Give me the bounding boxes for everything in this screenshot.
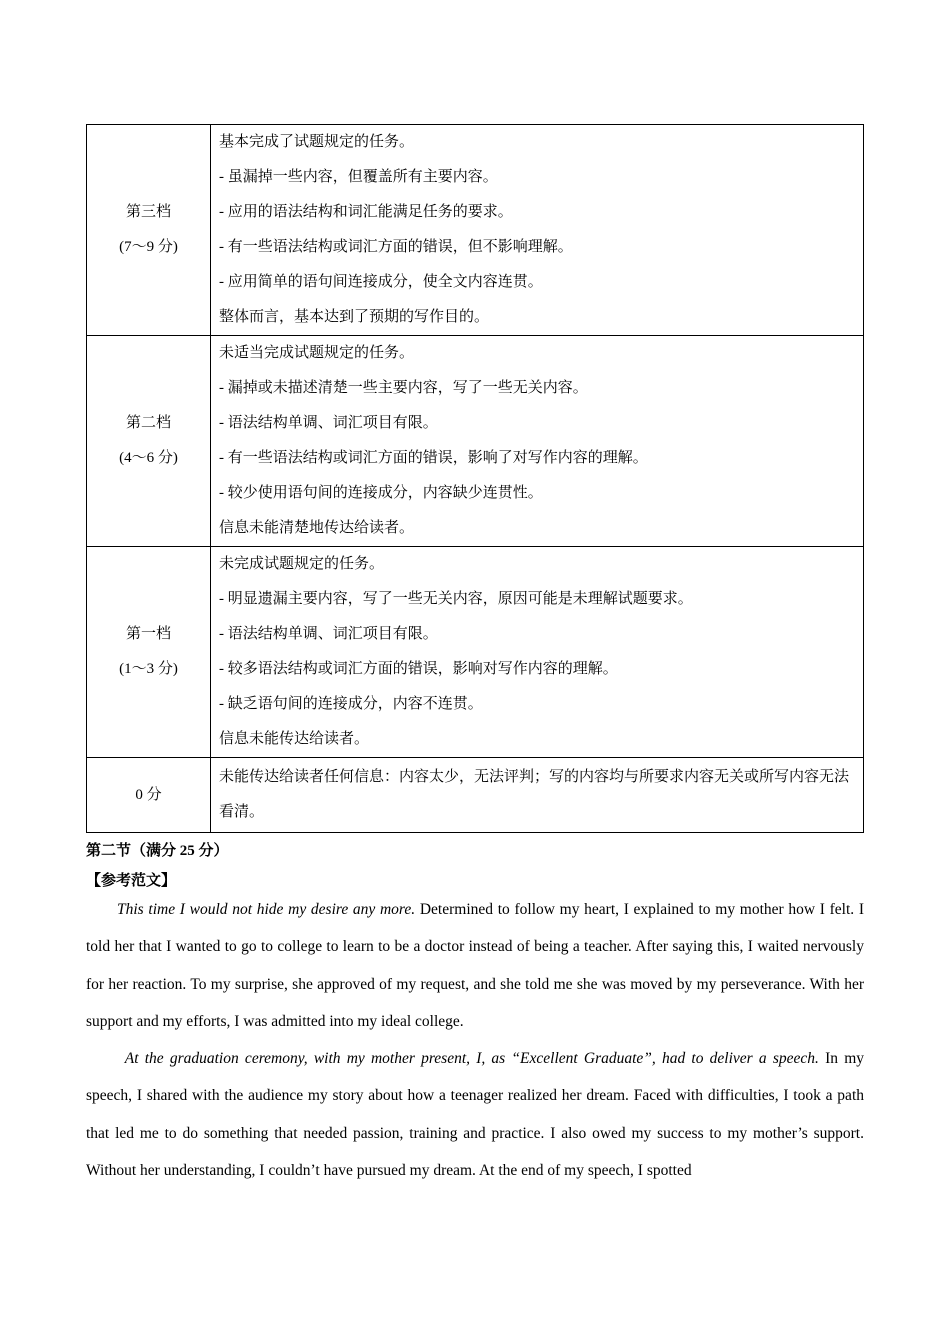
- criteria-line: - 明显遗漏主要内容，写了一些无关内容，原因可能是未理解试题要求。: [219, 591, 693, 607]
- criteria-line: 信息未能清楚地传达给读者。: [219, 520, 415, 536]
- essay-paragraph: [86, 1040, 864, 1189]
- criteria-line: - 较少使用语句间的连接成分，内容缺少连贯性。: [219, 485, 543, 501]
- essay-paragraph: [86, 891, 864, 1040]
- section-title: 第二节（满分 25 分）: [86, 843, 229, 859]
- level-cell: [87, 547, 211, 758]
- rubric-row-level-1: [87, 547, 864, 758]
- rubric-row-level-0: [87, 758, 864, 833]
- criteria-line: 未适当完成试题规定的任务。: [219, 345, 415, 361]
- paragraph-opening-sentence: This time I would not hide my desire any more.: [117, 901, 416, 918]
- level-cell: [87, 125, 211, 336]
- level-score: (4～6 分): [119, 450, 178, 466]
- level-score: (1～3 分): [119, 661, 178, 677]
- criteria-cell: [211, 336, 864, 547]
- rubric-row-level-3: [87, 125, 864, 336]
- level-cell: [87, 758, 211, 833]
- criteria-cell: [211, 125, 864, 336]
- criteria-line: - 较多语法结构或词汇方面的错误，影响对写作内容的理解。: [219, 661, 618, 677]
- criteria-line: - 漏掉或未描述清楚一些主要内容，写了一些无关内容。: [219, 380, 588, 396]
- criteria-line: - 应用简单的语句间连接成分，使全文内容连贯。: [219, 274, 543, 290]
- level-cell: [87, 336, 211, 547]
- criteria-line: 未完成试题规定的任务。: [219, 556, 385, 572]
- criteria-line: - 有一些语法结构或词汇方面的错误，影响了对写作内容的理解。: [219, 450, 648, 466]
- reference-essay-label: 【参考范文】: [86, 873, 177, 889]
- reference-essay: [86, 891, 864, 1189]
- criteria-text: 未能传达给读者任何信息：内容太少，无法评判；写的内容均与所要求内容无关或所写内容无法看清。: [219, 769, 850, 820]
- paragraph-body: Determined to follow my heart, I explained to my mother how I felt. I told her that I wanted to go to college to learn to be a doctor instead of being a teacher. After saying this, I waited nervously for her reaction. To my surprise, she approved of my request, and she told me she was moved by my perseverance. With her support and my efforts, I was admitted into my ideal college.: [86, 901, 865, 1030]
- rubric-row-level-2: [87, 336, 864, 547]
- criteria-line: - 有一些语法结构或词汇方面的错误，但不影响理解。: [219, 239, 573, 255]
- criteria-cell: [211, 547, 864, 758]
- criteria-line: - 虽漏掉一些内容，但覆盖所有主要内容。: [219, 169, 498, 185]
- criteria-line: - 语法结构单调、词汇项目有限。: [219, 415, 438, 431]
- criteria-line: - 应用的语法结构和词汇能满足任务的要求。: [219, 204, 513, 220]
- criteria-cell: [211, 758, 864, 833]
- paragraph-body: In my speech, I shared with the audience my story about how a teenager realized her dream. Faced with difficulties, I took a path that led me to do something that needed passion, training and practice. I also owed my success to my mother’s support. Without her understanding, I couldn’t have pursued my dream. At the end of my speech, I spotted: [86, 1050, 864, 1180]
- paragraph-opening-sentence: At the graduation ceremony, with my mother present, I, as “Excellent Graduate”, had to deliver a speech.: [124, 1050, 819, 1068]
- scoring-rubric-table: [86, 124, 864, 833]
- document-page: [86, 124, 864, 1189]
- criteria-line: - 语法结构单调、词汇项目有限。: [219, 626, 438, 642]
- criteria-line: 整体而言，基本达到了预期的写作目的。: [219, 309, 490, 325]
- criteria-line: 信息未能传达给读者。: [219, 731, 370, 747]
- criteria-line: - 缺乏语句间的连接成分，内容不连贯。: [219, 696, 483, 712]
- level-name: 第三档: [125, 204, 171, 220]
- level-score: (7～9 分): [119, 239, 178, 255]
- level-name: 第一档: [125, 626, 171, 642]
- criteria-line: 基本完成了试题规定的任务。: [219, 134, 415, 150]
- level-name: 0 分: [135, 786, 162, 803]
- level-name: 第二档: [125, 415, 171, 431]
